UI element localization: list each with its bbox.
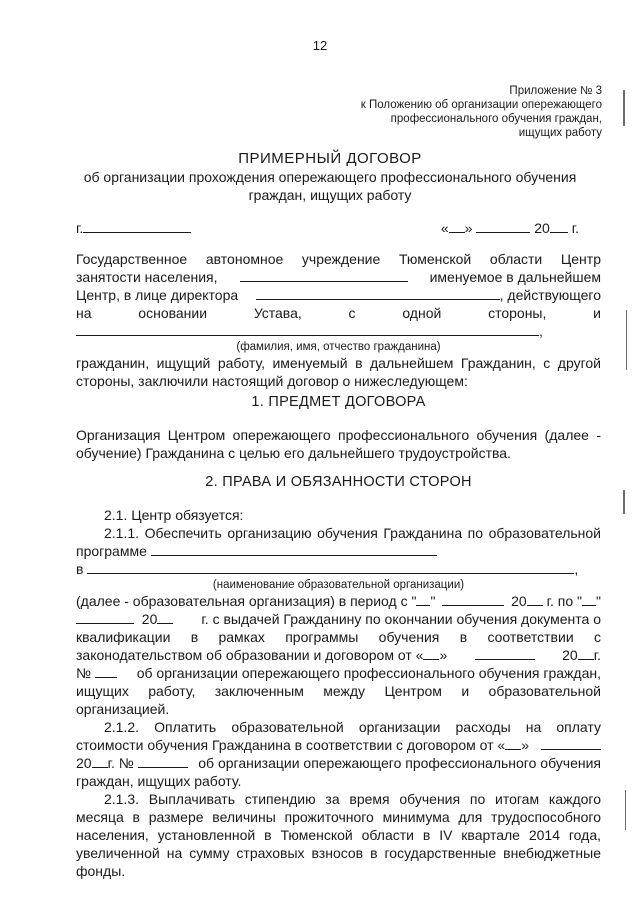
director-blank (256, 286, 500, 300)
clause-2-1-1-line-6 (76, 628, 601, 646)
word: стороны, (488, 305, 547, 321)
word: Тюменской (398, 251, 472, 267)
word: автономное (205, 251, 284, 267)
clause-2-1-3-line-3: населения, установленной в Тюменской области в IV квартале 2014 года, (76, 827, 601, 843)
section-2-heading: 2. ПРАВА И ОБЯЗАННОСТИ СТОРОН (205, 474, 472, 490)
word: Оплатить (154, 719, 217, 735)
appendix-line-1: Приложение № 3 (509, 85, 602, 97)
text-segment: законодательством об образовании и договором от « (76, 647, 424, 663)
text-segment: в (76, 561, 84, 577)
text-segment: Центр, в лице директора (76, 287, 239, 303)
section-1-body (76, 426, 601, 462)
citizen-name-line (76, 322, 601, 340)
title-line-2: об организации прохождения опережающего профессионального обучения (83, 169, 577, 185)
date-field (441, 219, 579, 236)
appendix-line-2: к Положению об организации опережающего (360, 99, 602, 111)
scan-mark (623, 490, 625, 514)
organization-caption: (наименование образовательной организации) (212, 579, 465, 591)
day-blank (416, 592, 430, 606)
contract-date-a (76, 646, 447, 664)
scan-margin-marks (620, 70, 632, 890)
clause-2-1-2-line-1 (76, 718, 601, 736)
word: на (525, 719, 542, 735)
text-segment: об организации опережающего профессионального обучения (198, 755, 601, 771)
text-segment: , действующего (499, 287, 601, 303)
director-field (256, 286, 601, 304)
contract-date-c (76, 736, 529, 754)
year-blank (92, 754, 108, 768)
title-main: ПРИМЕРНЫЙ ДОГОВОР (238, 150, 422, 167)
clause-2-1-3-line-5: фонды. (76, 863, 126, 879)
word: обучения (378, 629, 440, 645)
clause-2-1-3-line-1: 2.1.3. Выплачивать стипендию за время обучения по итогам каждого (104, 791, 601, 807)
preamble-line-1 (76, 250, 601, 268)
contract-date-b (562, 646, 601, 664)
word: программы (285, 629, 359, 645)
clause-2-1-1-line-7 (76, 646, 601, 664)
comma: , (539, 323, 543, 339)
clause-2-1-1-line-1: 2.1.1. Обеспечить организацию обучения Гражданина по образовательной (104, 525, 601, 541)
word: квалификации (76, 629, 171, 645)
citizen-name-blank (76, 322, 539, 336)
clause-2-1-1-line-5 (76, 610, 601, 628)
year-blank (550, 219, 568, 233)
month-blank (541, 736, 601, 750)
text-segment: (далее - образовательная организация) в период с " (76, 593, 417, 609)
word: основании (138, 305, 208, 321)
text-segment: " (596, 593, 601, 609)
clause-2-1-1-line-4 (76, 592, 601, 610)
day-blank (449, 219, 465, 233)
clause-2-1-2-line-3 (76, 754, 601, 772)
text-segment: занятости населения, (76, 269, 218, 285)
word: соответствии (487, 629, 574, 645)
section-1-heading: 1. ПРЕДМЕТ ДОГОВОРА (251, 394, 426, 410)
city-field (76, 219, 191, 236)
text-segment: 20 (141, 611, 158, 627)
month-blank (442, 592, 504, 606)
citizen-name-caption: (фамилия, имя, отчество гражданина) (236, 341, 441, 353)
word: и (593, 305, 601, 321)
text-segment: 20 (562, 647, 578, 663)
section-2-body (76, 506, 601, 880)
text-segment: стоимости обучения Гражданина в соответствии с договором от « (76, 737, 506, 753)
number-blank (95, 664, 117, 678)
text-segment: об организации опережающего профессионального обучения граждан, (136, 665, 601, 681)
text-segment: » (521, 737, 529, 753)
month-blank (476, 219, 530, 233)
clause-2-1-3-line-2: месяца в размере величины прожиточного минимума для трудоспособного (76, 809, 601, 825)
text-segment: программе (76, 543, 147, 559)
word: образовательной (488, 683, 601, 699)
city-blank (83, 219, 191, 233)
document-title (60, 150, 600, 204)
year-blank (527, 592, 543, 606)
word: заключенным (214, 683, 304, 699)
period-end (511, 592, 601, 610)
month-blank (76, 610, 134, 624)
clause-2-1-3-line-4: увеличенной на сумму страховых взносов в государственные внебюджетные (76, 845, 601, 861)
number-blank (138, 754, 188, 768)
preamble (76, 250, 601, 390)
date-open-quote: « (440, 220, 449, 236)
year-blank (157, 610, 173, 624)
text-segment: г. по " (546, 593, 583, 609)
clause-2-1-1-line-10: организацией. (76, 701, 170, 717)
city-prefix: г. (76, 220, 84, 236)
appendix-line-4: ищущих работу (518, 127, 602, 139)
scan-mark (623, 90, 625, 126)
preamble-line-6: гражданин, ищущий работу, именуемый в дальнейшем Гражданин, с другой (76, 355, 601, 371)
word: в (190, 629, 199, 645)
day-blank (505, 736, 521, 750)
preamble-line-7: стороны, заключили настоящий договор о нижеследующем: (76, 373, 468, 389)
year-prefix: 20 (534, 220, 550, 236)
contract-number (76, 664, 117, 682)
clause-2-1-2-line-2 (76, 736, 601, 754)
text-segment: именуемое в дальнейшем (429, 269, 601, 285)
text-segment: 20 (76, 755, 92, 771)
word: образовательной (231, 719, 344, 735)
word: на (76, 305, 92, 321)
section-1-line-1: Организация Центром опережающего профессионального обучения (далее - (76, 427, 601, 443)
month-blank (475, 646, 535, 660)
word: области (489, 251, 543, 267)
day-blank (423, 646, 439, 660)
text-segment: 20 (511, 593, 527, 609)
clause-2-1-1-line-3 (76, 560, 601, 578)
clause-2-1-1-line-9 (76, 682, 601, 700)
appendix-line-3: профессионального обучения граждан, (390, 113, 602, 125)
organization-blank (87, 560, 574, 574)
word: расходы (455, 719, 511, 735)
word: рамках (218, 629, 265, 645)
word: Устава, (253, 305, 302, 321)
clause-2-1-1-line-8 (76, 664, 601, 682)
word: с (593, 629, 601, 645)
preamble-line-2 (76, 268, 601, 286)
preamble-line-4 (76, 304, 601, 322)
text-segment: » (439, 647, 448, 663)
word: одной (402, 305, 442, 321)
text-segment: г. № (107, 755, 134, 771)
clause-2-1: 2.1. Центр обязуется: (104, 507, 244, 523)
year-blank (578, 646, 594, 660)
year-suffix: г. (571, 220, 579, 236)
word: ищущих (76, 683, 129, 699)
scan-mark (625, 790, 626, 830)
day-blank (582, 592, 596, 606)
contract-year-number (76, 754, 188, 772)
word: учреждение (301, 251, 381, 267)
word: 2.1.2. (104, 719, 140, 735)
appendix-note (322, 84, 602, 140)
scan-mark (626, 310, 627, 370)
period-start (76, 592, 435, 610)
word: между (323, 683, 366, 699)
word: оплату (556, 719, 601, 735)
preamble-line-3 (76, 286, 601, 304)
period-end-year (76, 610, 173, 628)
text-segment: г. с выдачей Гражданину по окончании обучения документа о (201, 611, 601, 627)
clause-2-1-1-line-2 (76, 542, 601, 560)
program-blank (151, 542, 437, 556)
word: Государственное (76, 251, 188, 267)
word: организации (358, 719, 441, 735)
page-number: 12 (312, 38, 328, 53)
comma: , (574, 561, 579, 577)
section-1-line-2: обучение) Гражданина с целью его дальнейшего трудоустройства. (76, 445, 511, 461)
word: с (348, 305, 356, 321)
text-segment: г. (593, 647, 601, 663)
center-name-blank (240, 268, 408, 282)
word: Центр (560, 251, 601, 267)
text-segment: № (76, 665, 92, 681)
word: работу, (148, 683, 196, 699)
word: Центром (384, 683, 442, 699)
word: в (459, 629, 468, 645)
word: и (461, 683, 470, 699)
date-close-quote: » (464, 220, 473, 236)
clause-2-1-2-line-4: граждан, ищущих работу. (76, 773, 242, 789)
title-line-3: граждан, ищущих работу (248, 187, 412, 203)
text-segment: " (430, 593, 436, 609)
